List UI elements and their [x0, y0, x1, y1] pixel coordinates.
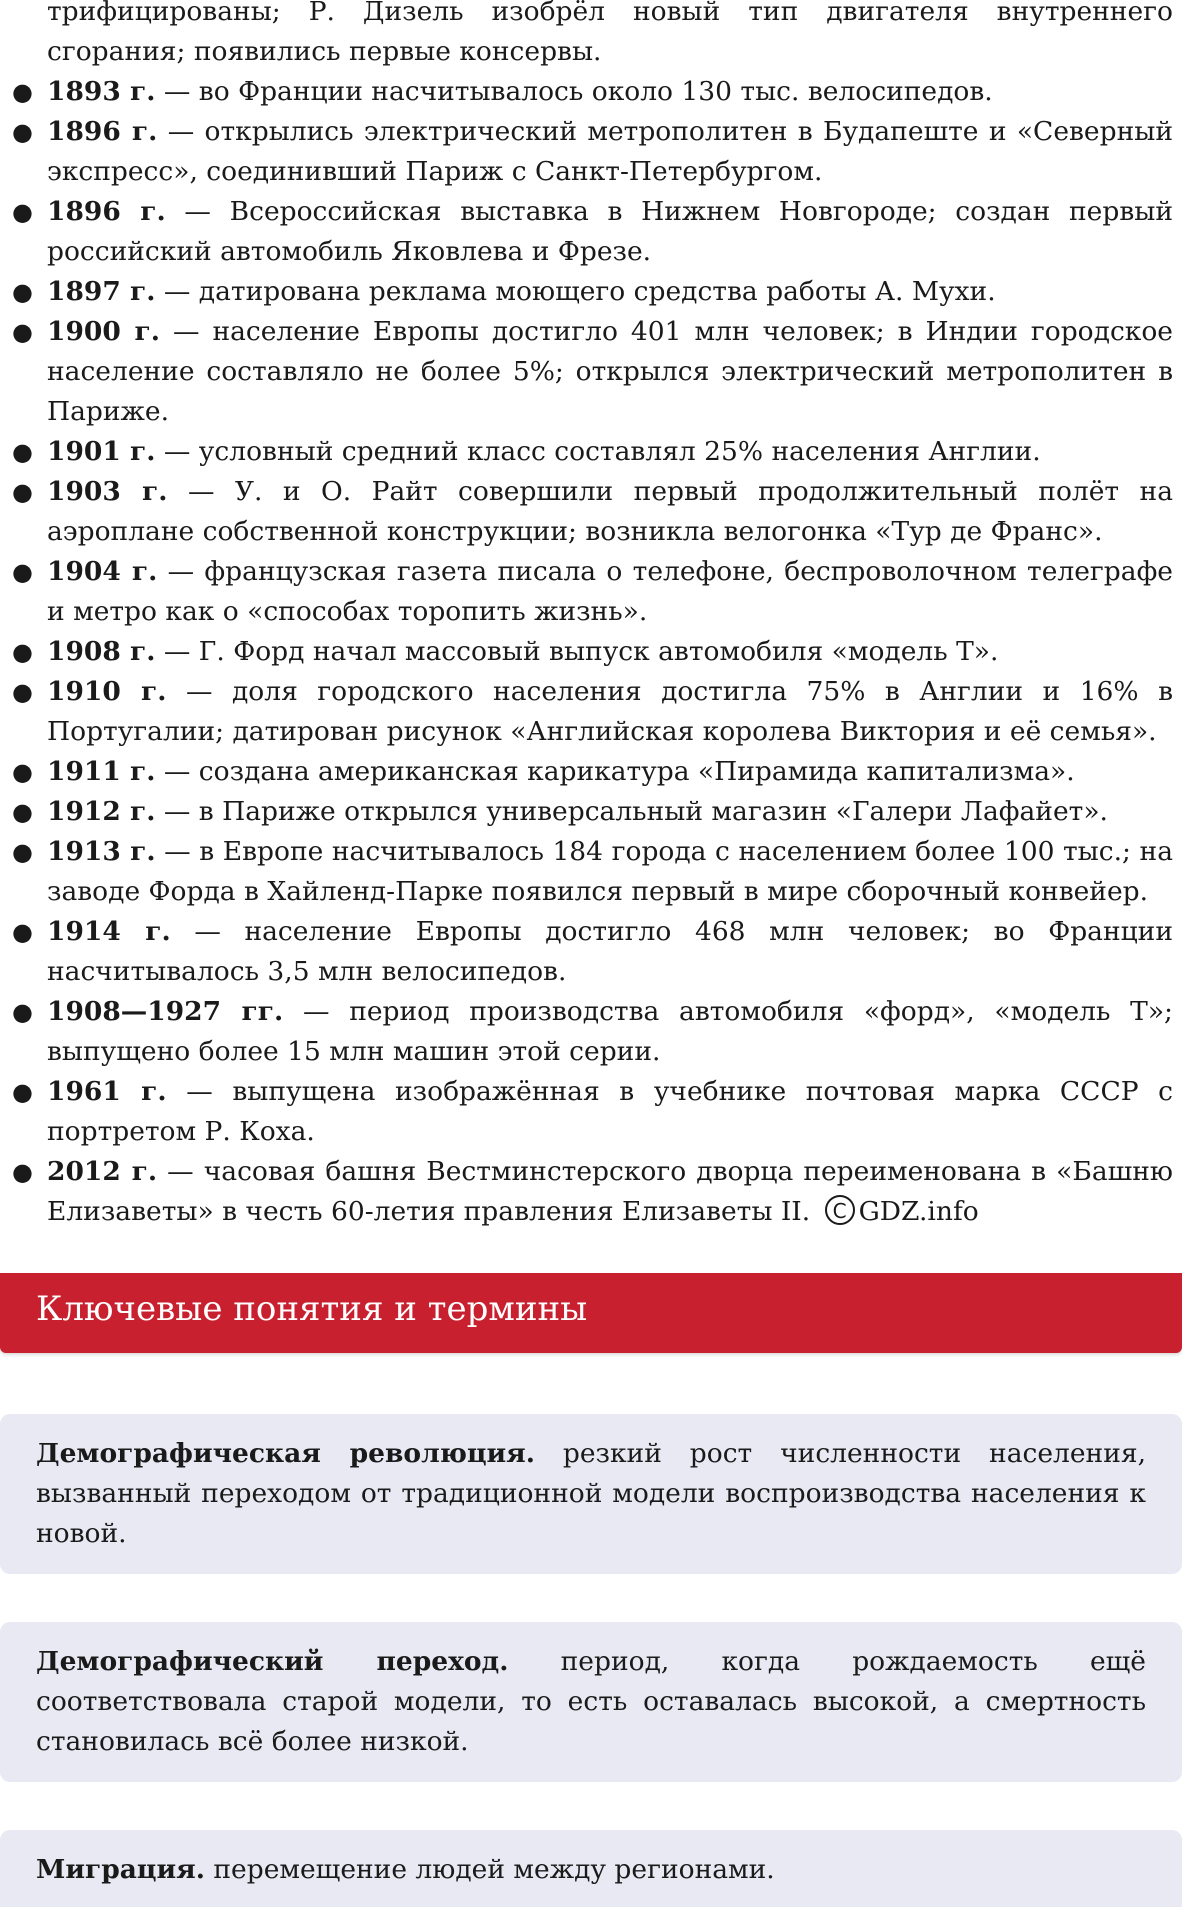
timeline-year: 1911 г. [47, 756, 156, 787]
bullet-icon: ● [12, 558, 33, 586]
timeline-year: 1908 г. [47, 636, 156, 667]
timeline-item [0, 792, 1173, 832]
timeline-item [0, 272, 1173, 312]
timeline-year: 1897 г. [47, 276, 156, 307]
timeline-year: 1900 г. [47, 316, 160, 347]
term-card [0, 1414, 1182, 1574]
timeline-item [0, 672, 1173, 752]
bullet-icon: ● [12, 918, 33, 946]
timeline-text: — У. и О. Райт совершили первый продолжительный полёт на аэроплане собственной конструкции; возникла велогонка «Тур де Франс». [47, 476, 1173, 547]
timeline-year: 2012 г. [47, 1156, 158, 1187]
bullet-icon: ● [12, 438, 33, 466]
timeline-year: 1904 г. [47, 556, 158, 587]
timeline-item [0, 912, 1173, 992]
bullet-icon: ● [12, 118, 33, 146]
bullet-icon: ● [12, 278, 33, 306]
bullet-icon: ● [12, 78, 33, 106]
timeline-text: — датирована реклама моющего средства работы А. Мухи. [155, 276, 996, 307]
timeline-text: — открылись электрический метрополитен в Будапеште и «Северный экспресс», соединивший Париж с Санкт-Петербургом. [47, 116, 1173, 187]
timeline-text: — Всероссийская выставка в Нижнем Новгороде; создан первый российский автомобиль Яковлева и Фрезе. [47, 196, 1173, 267]
timeline-text: — французская газета писала о телефоне, беспроволочном телеграфе и метро как о «способах торопить жизнь». [47, 556, 1173, 627]
bullet-icon: ● [12, 838, 33, 866]
bullet-icon: ● [12, 998, 33, 1026]
timeline-item [0, 312, 1173, 432]
bullet-icon: ● [12, 1078, 33, 1106]
timeline-year: 1961 г. [47, 1076, 167, 1107]
term-definition: период, когда рождаемость ещё соответствовала старой модели, то есть оставалась высокой, а смертность становилась всё более низкой. [36, 1646, 1146, 1757]
timeline-year: 1901 г. [47, 436, 156, 467]
timeline-item [0, 0, 1173, 72]
timeline-item [0, 832, 1173, 912]
timeline-item [0, 1152, 1173, 1232]
timeline-text: — в Париже открылся универсальный магазин «Галери Лафайет». [155, 796, 1108, 827]
timeline-text: — доля городского населения достигла 75% в Англии и 16% в Португалии; датирован рисунок «Английская королева Виктория и её семья». [47, 676, 1174, 747]
timeline-text: — условный средний класс составлял 25% населения Англии. [155, 436, 1041, 467]
timeline-text: — население Европы достигло 468 млн человек; во Франции насчитывалось 3,5 млн велосипедов. [47, 916, 1173, 987]
timeline-text: — создана американская карикатура «Пирамида капитализма». [155, 756, 1075, 787]
bullet-icon: ● [12, 198, 33, 226]
term-name: Демографический переход. [36, 1646, 509, 1677]
timeline-item [0, 192, 1173, 272]
timeline-text: — период производства автомобиля «форд», «модель Т»; выпущено более 15 млн машин этой серии. [47, 996, 1173, 1067]
bullet-icon: ● [12, 318, 33, 346]
bullet-icon: ● [12, 798, 33, 826]
timeline-year: 1913 г. [47, 836, 156, 867]
timeline-text: — Г. Форд начал массовый выпуск автомобиля «модель Т». [155, 636, 999, 667]
bullet-icon: ● [12, 1158, 33, 1186]
term-definition: перемещение людей между регионами. [204, 1854, 775, 1885]
timeline-item [0, 472, 1173, 552]
timeline-item [0, 72, 1173, 112]
timeline-item [0, 632, 1173, 672]
timeline-item [0, 112, 1173, 192]
timeline-item [0, 552, 1173, 632]
copyright-text: GDZ.info [858, 1196, 979, 1227]
term-card [0, 1622, 1182, 1782]
term-definition: резкий рост численности населения, вызванный переходом от традиционной модели воспроизводства населения к новой. [36, 1438, 1147, 1549]
timeline-year: 1893 г. [47, 76, 156, 107]
bullet-icon: ● [12, 758, 33, 786]
term-card [0, 1830, 1182, 1907]
bullet-icon: ● [12, 478, 33, 506]
timeline-year: 1908—1927 гг. [47, 996, 284, 1027]
timeline-text: — выпущена изображённая в учебнике почтовая марка СССР с портретом Р. Коха. [47, 1076, 1173, 1147]
timeline-item [0, 752, 1173, 792]
timeline-year: 1910 г. [47, 676, 167, 707]
timeline-item [0, 992, 1173, 1072]
timeline-text: — население Европы достигло 401 млн человек; в Индии городское население составляло не более 5%; открылся электрический метрополитен в Париже. [47, 316, 1173, 427]
timeline-year: 1912 г. [47, 796, 156, 827]
term-name: Миграция. [36, 1854, 205, 1885]
timeline-item [0, 432, 1173, 472]
timeline-item [0, 1072, 1173, 1152]
timeline-year: 1914 г. [47, 916, 171, 947]
timeline-text: — во Франции насчитывалось около 130 тыс. велосипедов. [155, 76, 993, 107]
timeline-year: 1896 г. [47, 116, 158, 147]
bullet-icon: ● [12, 678, 33, 706]
timeline-year: 1903 г. [47, 476, 168, 507]
section-title: Ключевые понятия и термины [36, 1289, 588, 1329]
timeline-year: 1896 г. [47, 196, 166, 227]
timeline-text: трифицированы; Р. Дизель изобрёл новый тип двигателя внутреннего сгорания; появились первые консервы. [47, 0, 1173, 67]
copyright-icon: C [825, 1195, 855, 1225]
term-name: Демографическая революция. [36, 1438, 535, 1469]
section-banner [0, 1273, 1182, 1353]
timeline-text: — часовая башня Вестминстерского дворца переименована в «Башню Елизаветы» в честь 60-летия правления Елизаветы II. [47, 1156, 1173, 1227]
bullet-icon: ● [12, 638, 33, 666]
timeline-text: — в Европе насчитывалось 184 города с населением более 100 тыс.; на заводе Форда в Хайленд-Парке появился первый в мире сборочный конвейер. [47, 836, 1173, 907]
